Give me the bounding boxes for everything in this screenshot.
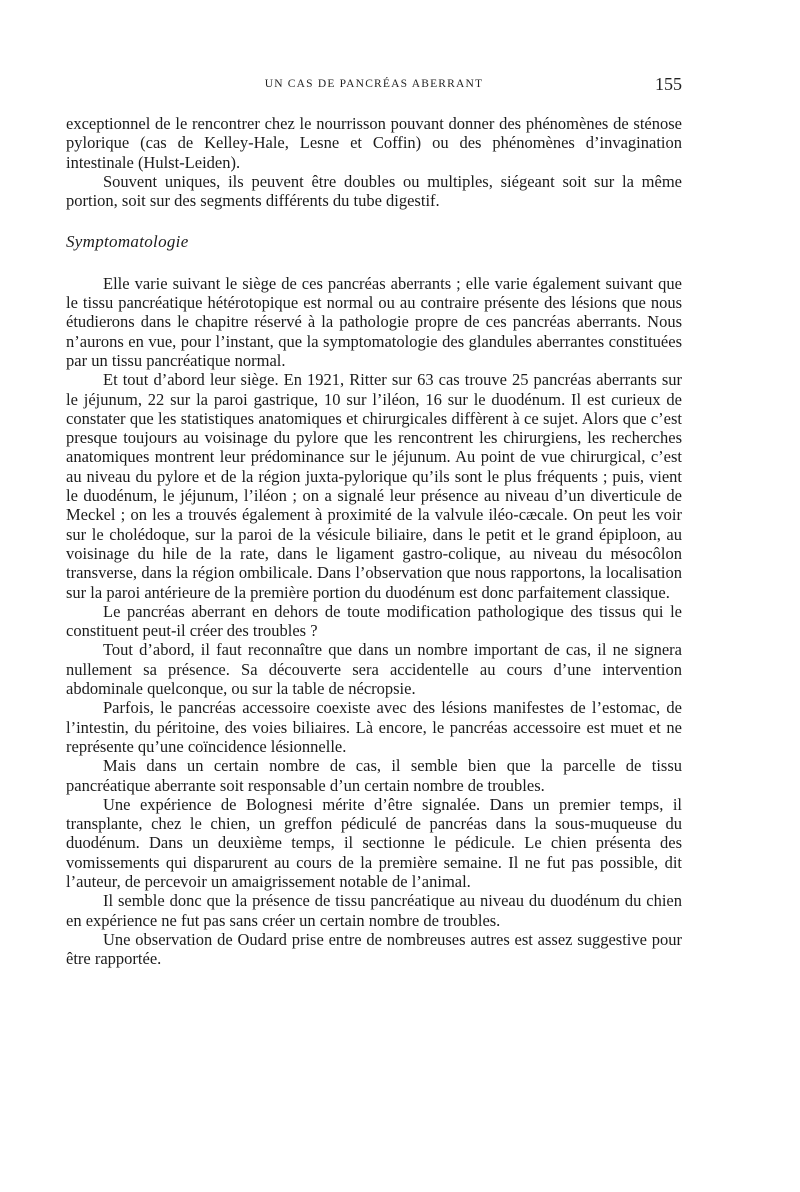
page-header (66, 72, 682, 98)
paragraph: Une expérience de Bolognesi mérite d’être signalée. Dans un premier temps, il transplante, chez le chien, un greffon pédiculé de pancréas dans la sous-muqueuse du duodénum. Dans un deuxième temps, il sectionne le pédicule. Le chien présenta des vomissements qui disparurent au cours de la première semaine. Il ne fut pas possible, dit l’auteur, de percevoir un amaigrissement notable de l’animal. (66, 794, 682, 891)
body-text (66, 114, 682, 968)
paragraph: exceptionnel de le rencontrer chez le nourrisson pouvant donner des phénomènes de sténose pylorique (cas de Kelley-Hale, Lesne et Coffin) ou des phénomènes d’invagination intestinale (Hulst-Leiden). (66, 114, 682, 172)
paragraph: Souvent uniques, ils peuvent être doubles ou multiples, siégeant soit sur la même portion, soit sur des segments différents du tube digestif. (66, 171, 682, 211)
paragraph: Elle varie suivant le siège de ces pancréas aberrants ; elle varie également suivant que le tissu pancréatique hétérotopique est normal ou au contraire présente des lésions que nous étudierons dans le chapitre réservé à la pathologie propre de ces pancréas aberrants. Nous n’aurons en vue, pour l’instant, que la symptomatologie des glandules aberrantes constituées par un tissu pancréatique normal. (66, 273, 682, 370)
paragraph: Une observation de Oudard prise entre de nombreuses autres est assez suggestive pour être rapportée. (66, 929, 682, 969)
paragraph: Tout d’abord, il faut reconnaître que dans un nombre important de cas, il ne signera nullement sa présence. Sa découverte sera accidentelle au cours d’une intervention abdominale quelconque, ou sur la table de nécropsie. (66, 640, 682, 699)
running-title: UN CAS DE PANCRÉAS ABERRANT (264, 78, 484, 90)
paragraph: Et tout d’abord leur siège. En 1921, Ritter sur 63 cas trouve 25 pancréas aberrants sur le jéjunum, 22 sur la paroi gastrique, 10 sur l’iléon, 16 sur le duodénum. Il est curieux de constater que les statistiques anatomiques et chirurgicales diffèrent à ce sujet. Alors que c’est presque toujours au voisinage du pylore que les rencontrent les chirurgiens, les recherches anatomiques montrent leur prédominance sur le jéjunum. Au point de vue chirurgical, c’est au niveau du pylore et de la région juxta-pylorique qu’ils sont le plus fréquents ; puis, vient le duodénum, le jéjunum, l’iléon ; on a signalé leur présence au niveau d’un diverticule de Meckel ; on les a trouvés également à proximité de la valvule iléo-cæcale. On peut les voir sur le cholédoque, sur la paroi de la vésicule biliaire, dans le petit et le grand épiploon, au voisinage du hile de la rate, dans le ligament gastro-colique, au niveau du mésocôlon transverse, dans la région ombilicale. Dans l’observation que nous rapportons, la localisation sur la paroi antérieure de la première portion du duodénum est donc parfaitement classique. (66, 370, 682, 602)
paragraph: Parfois, le pancréas accessoire coexiste avec des lésions manifestes de l’estomac, de l’intestin, du péritoine, des voies biliaires. Là encore, le pancréas accessoire est muet et ne représente qu’une coïncidence lésionnelle. (66, 698, 682, 756)
section-heading: Symptomatologie (66, 232, 189, 252)
paragraph: Il semble donc que la présence de tissu pancréatique au niveau du duodénum du chien en expérience ne fut pas sans créer un certain nombre de troubles. (66, 891, 682, 930)
paragraph: Mais dans un certain nombre de cas, il semble bien que la parcelle de tissu pancréatique aberrante soit responsable d’un certain nombre de troubles. (66, 756, 682, 795)
page-number: 155 (655, 74, 682, 94)
paragraph: Le pancréas aberrant en dehors de toute modification pathologique des tissus qui le constituent peut-il créer des troubles ? (66, 601, 682, 641)
